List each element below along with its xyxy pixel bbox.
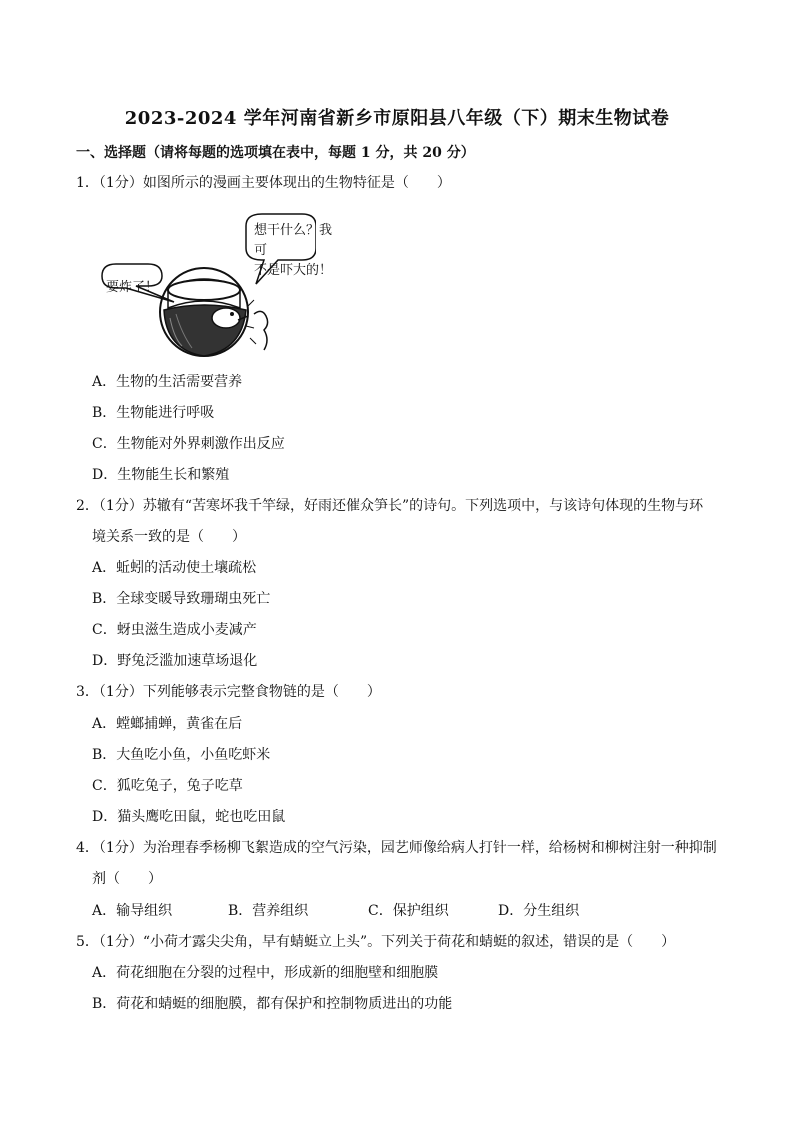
- q4-option-b: B．营养组织: [228, 903, 309, 919]
- q5-option-a: A．荷花细胞在分裂的过程中，形成新的细胞壁和细胞膜: [92, 965, 439, 981]
- q3-option-c: C．狐吃兔子，兔子吃草: [92, 778, 243, 794]
- fishbowl-drawing: [160, 268, 268, 356]
- question-3-stem: 3．（1分）下列能够表示完整食物链的是（ ）: [76, 684, 381, 700]
- q3-option-b: B．大鱼吃小鱼，小鱼吃虾米: [92, 747, 271, 763]
- bubble-right-line2: 不是吓大的！: [254, 263, 333, 278]
- q5-option-b: B．荷花和蜻蜓的细胞膜，都有保护和控制物质进出的功能: [92, 996, 453, 1012]
- question-2-stem: 2．（1分）苏辙有“苦寒坏我千竿绿，好雨还催众笋长”的诗句。下列选项中，与该诗句体现的生物与环: [76, 498, 704, 514]
- question-4-stem: 4．（1分）为治理春季杨柳飞絮造成的空气污染，园艺师像给病人打针一样，给杨树和柳树注射一种抑制: [76, 840, 717, 856]
- section-heading: 一、选择题（请将每题的选项填在表中，每题 1 分，共 20 分）: [76, 145, 475, 161]
- q1-option-b: B．生物能进行呼吸: [92, 405, 215, 421]
- q4-option-a: A．输导组织: [92, 903, 173, 919]
- q4-option-c: C．保护组织: [368, 903, 449, 919]
- q3-option-d: D．猫头鹰吃田鼠，蛇也吃田鼠: [92, 809, 286, 825]
- q1-option-a: A．生物的生活需要营养: [92, 374, 243, 390]
- q2-option-a: A．蚯蚓的活动使土壤疏松: [92, 560, 257, 576]
- question-2-stem-cont: 境关系一致的是（ ）: [92, 529, 246, 545]
- q4-option-d: D．分生组织: [498, 903, 580, 919]
- question-1-stem: 1．（1分）如图所示的漫画主要体现出的生物特征是（ ）: [76, 175, 451, 191]
- speech-bubble-right-text: [254, 221, 344, 281]
- q1-option-d: D．生物能生长和繁殖: [92, 467, 230, 483]
- q4-options-row: [92, 900, 712, 922]
- q3-option-a: A．螳螂捕蝉，黄雀在后: [92, 716, 243, 732]
- q2-option-c: C．蚜虫滋生造成小麦减产: [92, 622, 257, 638]
- q2-option-d: D．野兔泛滥加速草场退化: [92, 653, 258, 669]
- q1-option-c: C．生物能对外界刺激作出反应: [92, 436, 285, 452]
- page-title: 2023-2024 学年河南省新乡市原阳县八年级（下）期末生物试卷: [124, 108, 670, 129]
- q2-option-b: B．全球变暖导致珊瑚虫死亡: [92, 591, 271, 607]
- question-5-stem: 5．（1分）“小荷才露尖尖角，早有蜻蜓立上头”。下列关于荷花和蜻蜓的叙述，错误的是（ ）: [76, 934, 676, 950]
- speech-bubble-left-text: 要炸了！: [106, 280, 159, 295]
- bubble-right-line1: 想干什么？我可: [254, 223, 333, 258]
- question-4-stem-cont: 剂（ ）: [92, 871, 162, 887]
